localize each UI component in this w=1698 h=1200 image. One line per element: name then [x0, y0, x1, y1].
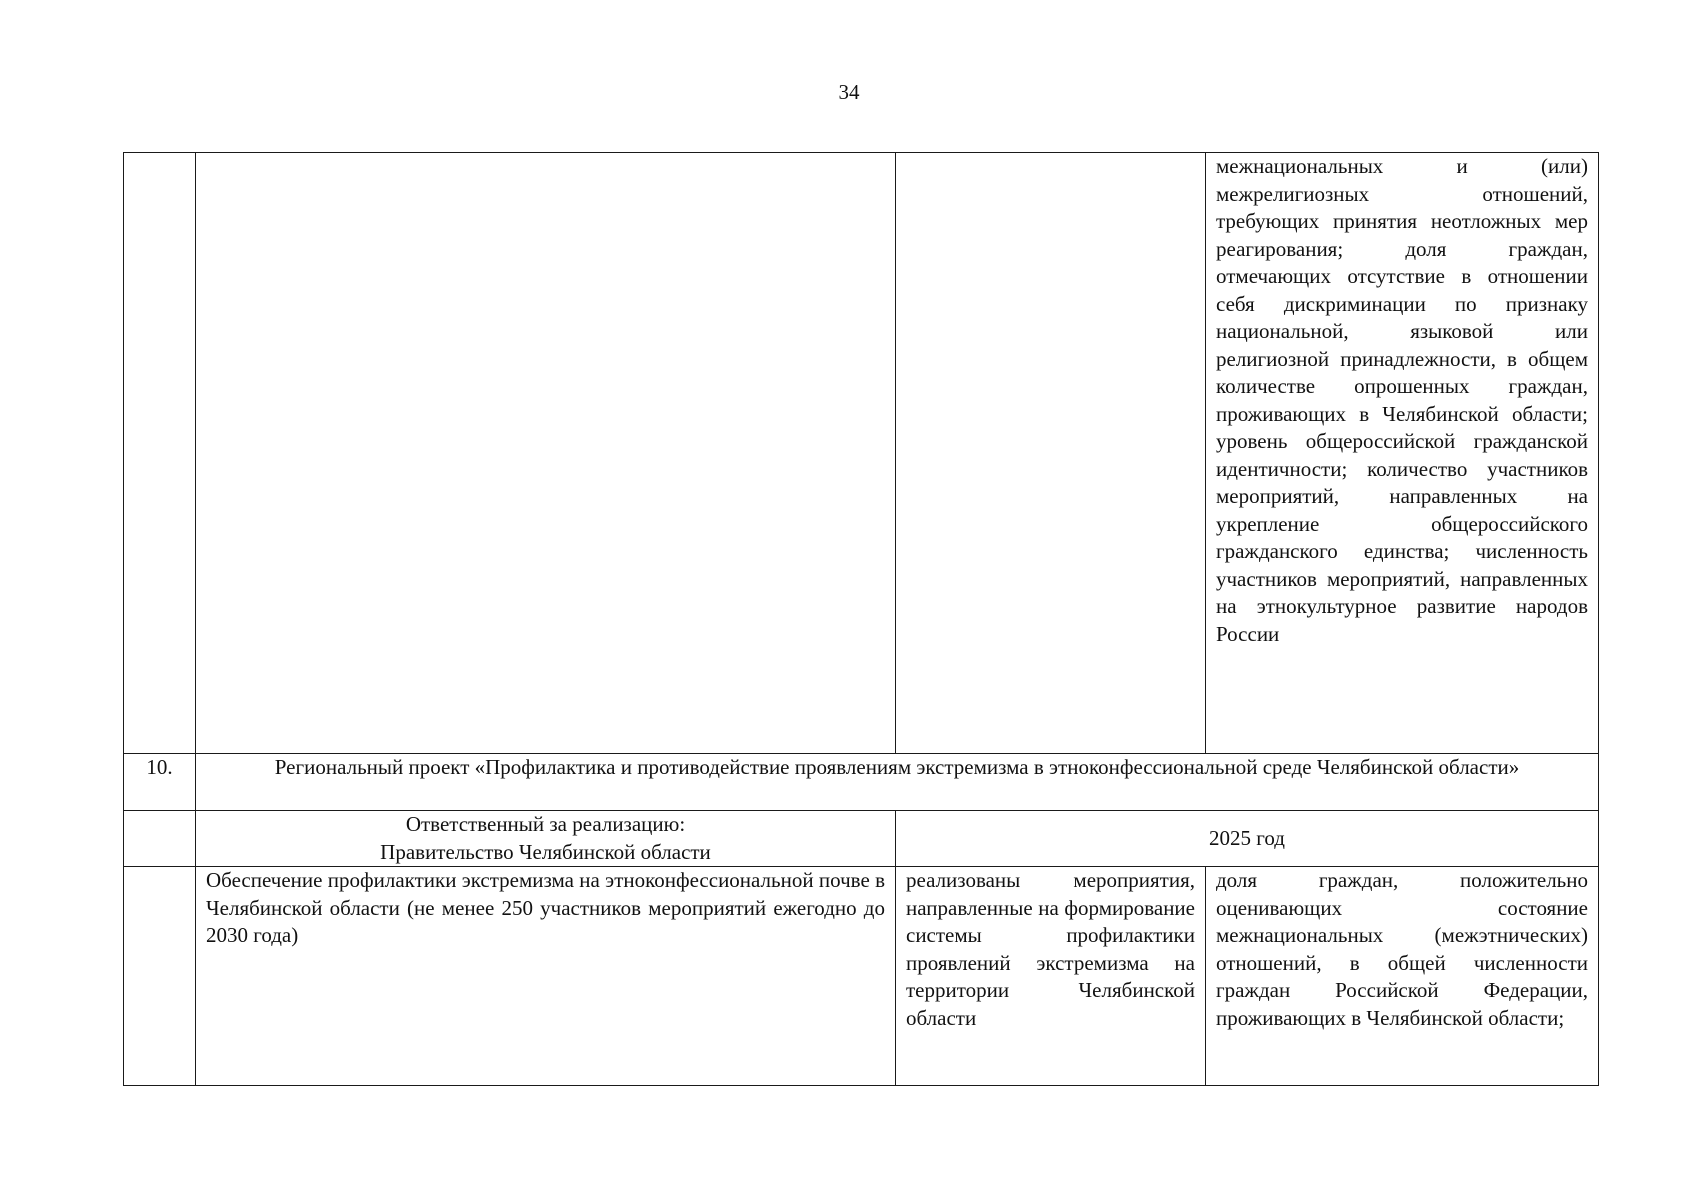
empty-number-cell — [124, 867, 196, 1086]
table-row-continuation — [124, 153, 1599, 754]
year-cell: 2025 год — [896, 811, 1599, 867]
table-row-content — [124, 867, 1599, 1086]
empty-number-cell — [124, 811, 196, 867]
task-cell — [196, 153, 896, 754]
project-number: 10. — [124, 754, 196, 811]
task-text: Обеспечение профилактики экстремизма на этноконфессиональной почве в Челябинской области (не менее 250 участников мероприятий ежегодно до 2030 года) — [196, 867, 896, 1086]
responsible-cell — [196, 811, 896, 867]
program-table — [123, 152, 1599, 1086]
table-row-responsible — [124, 811, 1599, 867]
result-text: реализованы мероприятия, направленные на формирование системы профилактики проявлений экстремизма на территории Челябинской области — [896, 867, 1206, 1086]
number-cell — [124, 153, 196, 754]
result-cell — [896, 153, 1206, 754]
page-number: 34 — [838, 80, 860, 104]
indicators-cell: межнациональных и (или) межрелигиозных отношений, требующих принятия неотложных мер реагирования; доля граждан, отмечающих отсутствие в отношении себя дискриминации по признаку национальной, языковой или религиозной принадлежности, в общем количестве опрошенных граждан, проживающих в Челябинской области; уровень общероссийской гражданской идентичности; количество участников мероприятий, направленных на укрепление общероссийского гражданского единства; численность участников мероприятий, направленных на этнокультурное развитие народов России — [1206, 153, 1599, 754]
responsible-organization: Правительство Челябинской области — [380, 839, 711, 864]
table-row-project — [124, 754, 1599, 811]
project-title: Региональный проект «Профилактика и противодействие проявлениям экстремизма в этноконфессиональной среде Челябинской области» — [196, 754, 1599, 811]
indicator-text: доля граждан, положительно оценивающих состояние межнациональных (межэтнических) отношений, в общей численности граждан Российской Федерации, проживающих в Челябинской области; — [1206, 867, 1599, 1086]
responsible-label: Ответственный за реализацию: — [405, 812, 686, 836]
